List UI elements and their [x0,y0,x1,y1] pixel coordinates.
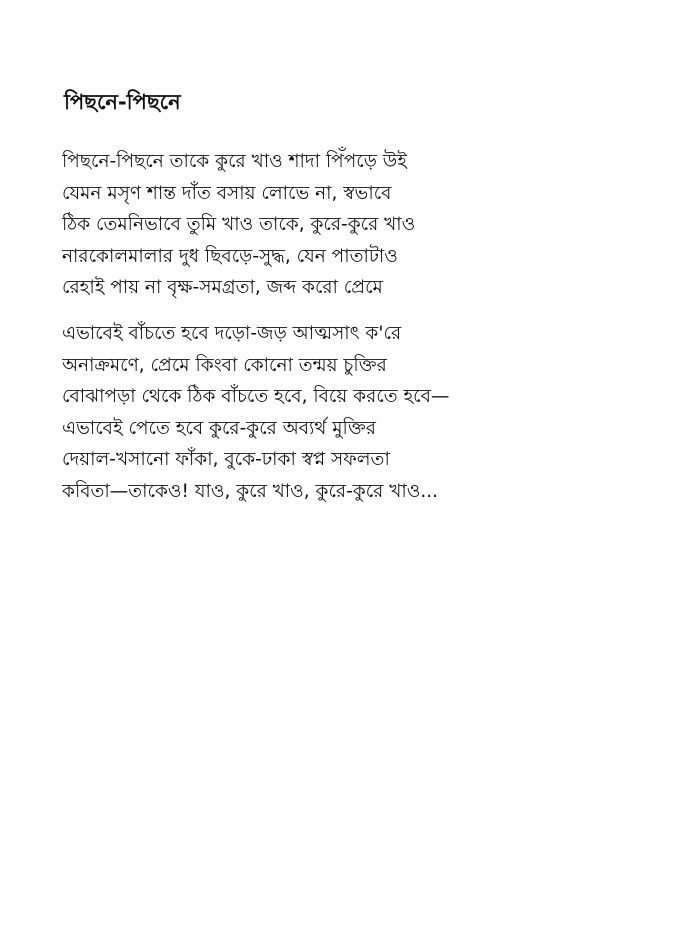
poem-line: পিছনে-পিছনে তাকে কুরে খাও শাদা পিঁপড়ে উই [62,151,407,172]
poem-line: নারকোলমালার দুধ ছিবড়ে-সুদ্ধ, যেন পাতাটাও [62,245,398,267]
poem-line: ঠিক তেমনিভাবে তুমি খাও তাকে, কুরে-কুরে খাও [62,214,416,235]
poem-line: এভাবেই বাঁচতে হবে দড়ো-জড় আত্মসাৎ ক'রে [62,323,402,344]
poem-line: যেমন মসৃণ শান্ত দাঁত বসায় লোভে না, স্বভাবে [62,182,392,204]
poem-title: পিছনে-পিছনে [64,90,181,114]
stanza-1 [62,146,502,304]
poem-line: এভাবেই পেতে হবে কুরে-কুরে অব্যর্থ মুক্তির [62,417,376,439]
poem-line: বোঝাপড়া থেকে ঠিক বাঁচতে হবে, বিয়ে করতে হবে— [62,386,450,407]
poem-line: দেয়াল-খসানো ফাঁকা, বুকে-ঢাকা স্বপ্ন সফলতা [62,449,390,470]
poem-line: অনাক্রমণে, প্রেমে কিংবা কোনো তন্ময় চুক্তির [62,354,387,376]
poem-line: কবিতা—তাকেও! যাও, কুরে খাও, কুরে-কুরে খাও... [62,480,438,502]
poem-line: রেহাই পায় না বৃক্ষ-সমগ্রতা, জব্দ করো প্রেমে [62,277,383,298]
stanza-2 [62,318,502,507]
